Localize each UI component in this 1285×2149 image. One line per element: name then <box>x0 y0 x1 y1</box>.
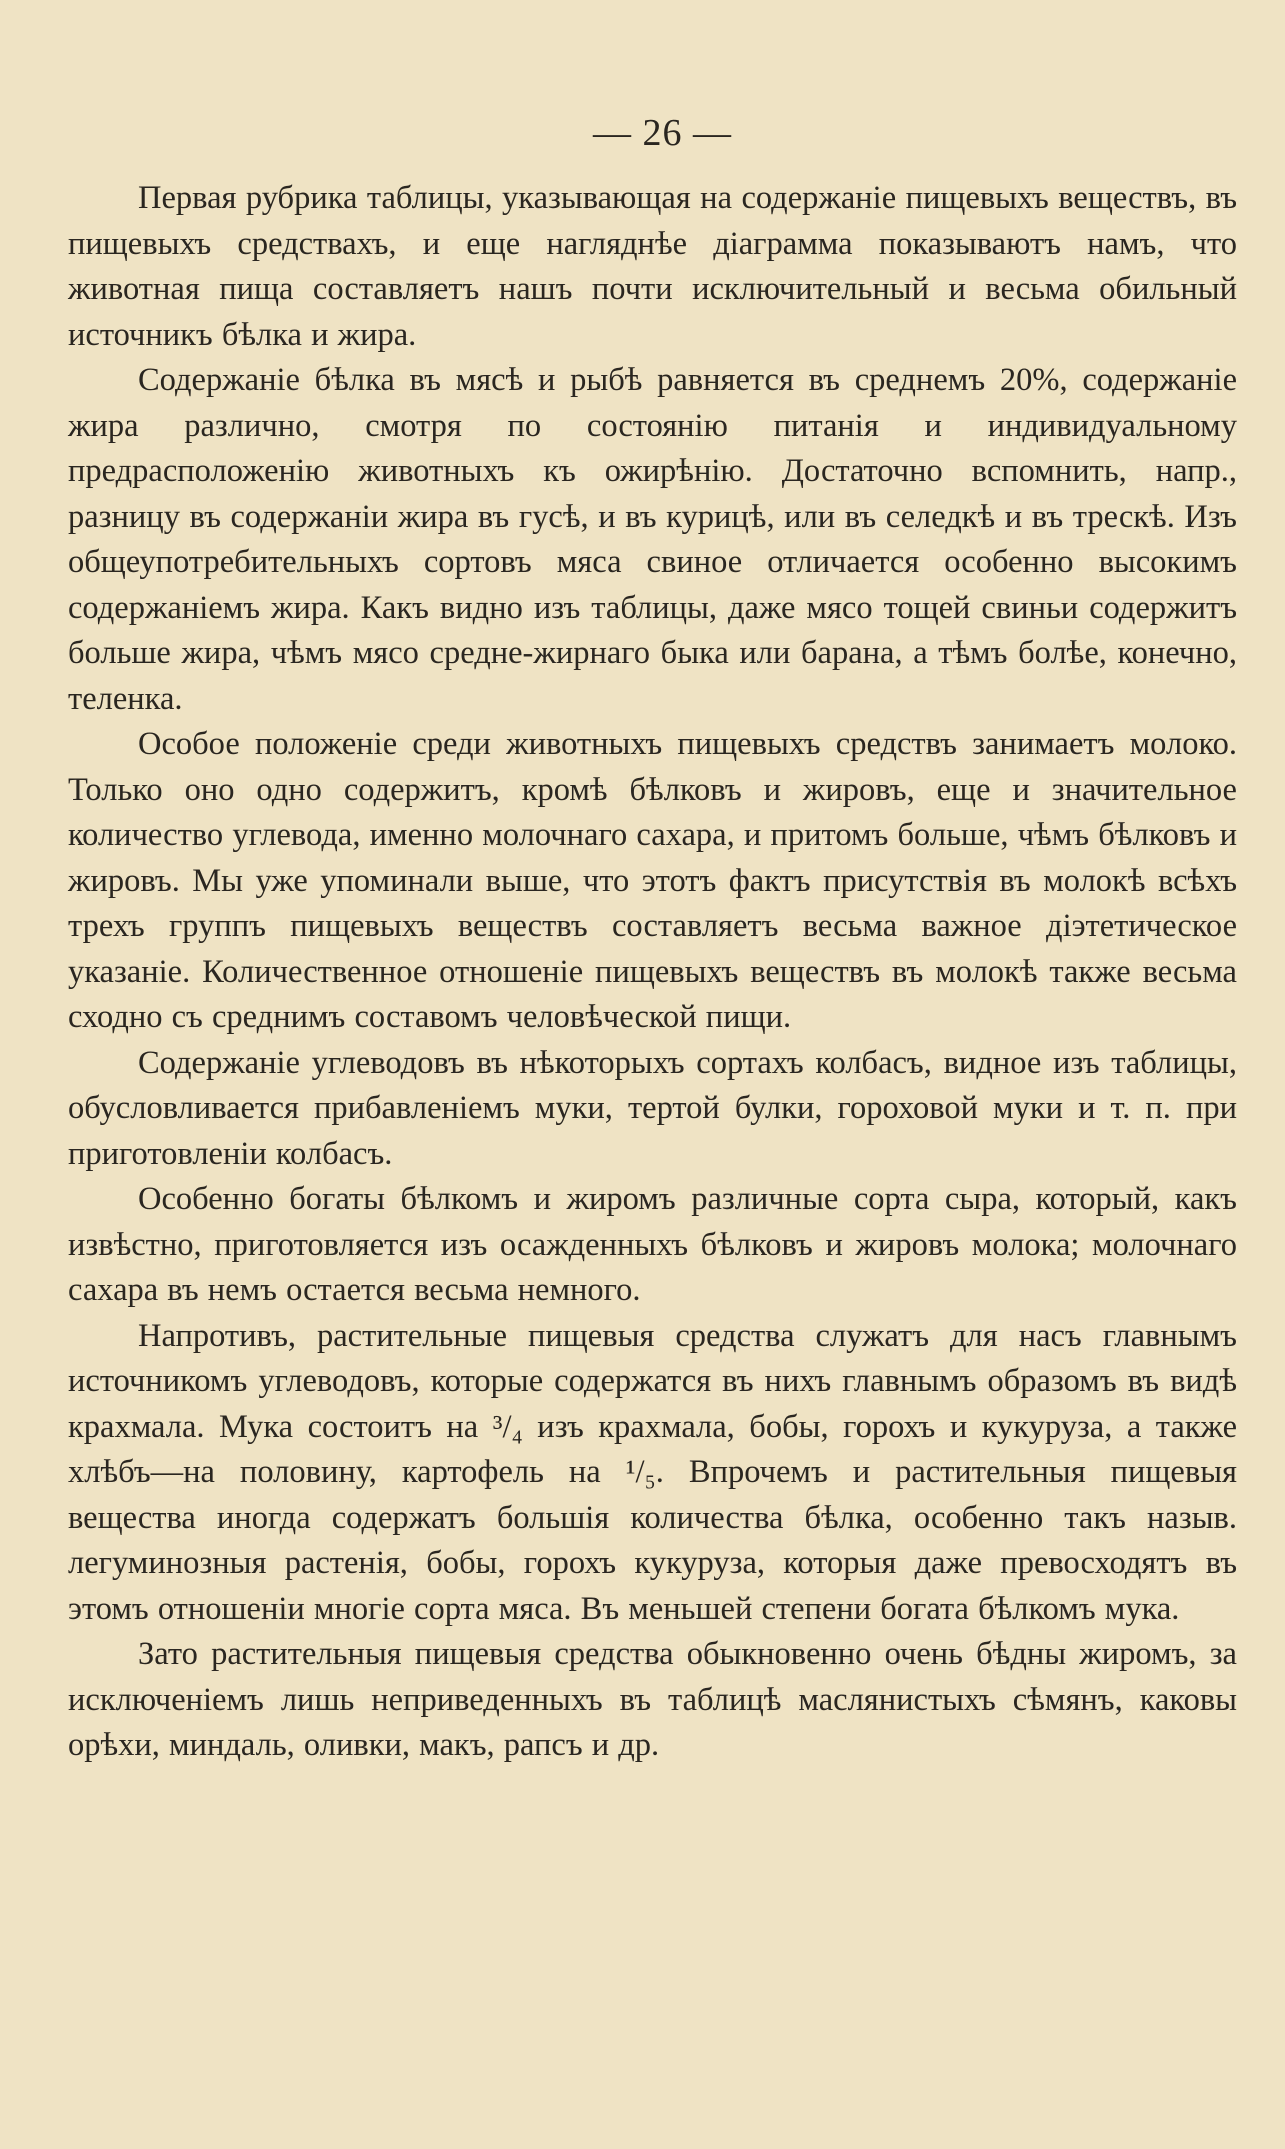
paragraph-plant-fats: Зато растительныя пищевыя средства обыкновенно очень бѣдны жиромъ, за исключенiемъ лишь неприведенныхъ въ таблицѣ маслянистыхъ сѣмянъ, каковы орѣхи, миндаль, оливки, макъ, рапсъ и др. <box>68 1636 1237 1763</box>
paragraph-milk: Особое положенiе среди животныхъ пищевыхъ средствъ занимаетъ молоко. Только оно одно содержитъ, кромѣ бѣлковъ и жировъ, еще и значительное количество углевода, именно молочнаго сахара, и притомъ больше, чѣмъ бѣлковъ и жировъ. Мы уже упоминали выше, что этотъ фактъ присутствiя въ молокѣ всѣхъ трехъ группъ пищевыхъ веществъ составляетъ весьма важное дiэтетическое указанiе. Количественное отношенiе пищевыхъ веществъ въ молокѣ также весьма сходно съ среднимъ составомъ человѣческой пищи. <box>68 726 1237 1035</box>
paragraph-plant-carbohydrates: Напротивъ, растительные пищевыя средства служатъ для насъ главнымъ источникомъ углеводовъ, которые содержатся въ нихъ главнымъ образомъ въ видѣ крахмала. Мука состоитъ на ³/₄ изъ крахмала, бобы, горохъ и кукуруза, а также хлѣбъ—на половину, картофель на ¹/₅. Впрочемъ и растительныя пищевыя вещества иногда содержатъ большiя количества бѣлка, особенно такъ назыв. легуминозныя растенiя, бобы, горохъ кукуруза, которыя даже превосходятъ въ этомъ отношенiи многiе сорта мяса. Въ меньшей степени богата бѣлкомъ мука. <box>68 1317 1237 1627</box>
body-text <box>68 176 1237 1769</box>
paragraph-sausages: Содержанiе углеводовъ въ нѣкоторыхъ сортахъ колбасъ, видное изъ таблицы, обусловливается прибавленiемъ муки, тертой булки, гороховой муки и т. п. при приготовленiи колбасъ. <box>68 1044 1237 1172</box>
page-number: — 26 — <box>593 112 732 154</box>
paragraph-cheese: Особенно богаты бѣлкомъ и жиромъ различные сорта сыра, который, какъ извѣстно, приготовляется изъ осажденныхъ бѣлковъ и жировъ молока; молочнаго сахара въ немъ остается весьма немного. <box>68 1181 1237 1308</box>
paragraph-meat-fish-protein: Содержанiе бѣлка въ мясѣ и рыбѣ равняется въ среднемъ 20%, содержанiе жира различно, смотря по состоянiю питанiя и индивидуальному предрасположенiю животныхъ къ ожирѣнiю. Достаточно вспомнить, напр., разницу въ содержанiи жира въ гусѣ, и въ курицѣ, или въ селедкѣ и въ трескѣ. Изъ общеупотребительныхъ сортовъ мяса свиное отличается особенно высокимъ содержанiемъ жира. Какъ видно изъ таблицы, даже мясо тощей свиньи содержитъ больше жира, чѣмъ мясо средне-жирнаго быка или барана, а тѣмъ болѣе, конечно, теленка. <box>68 362 1237 717</box>
paragraph-food-table-overview: Первая рубрика таблицы, указывающая на содержанiе пищевыхъ веществъ, въ пищевыхъ средствахъ, и еще нагляднѣе дiаграмма показываютъ намъ, что животная пища составляетъ нашъ почти исключительный и весьма обильный источникъ бѣлка и жира. <box>68 180 1237 353</box>
